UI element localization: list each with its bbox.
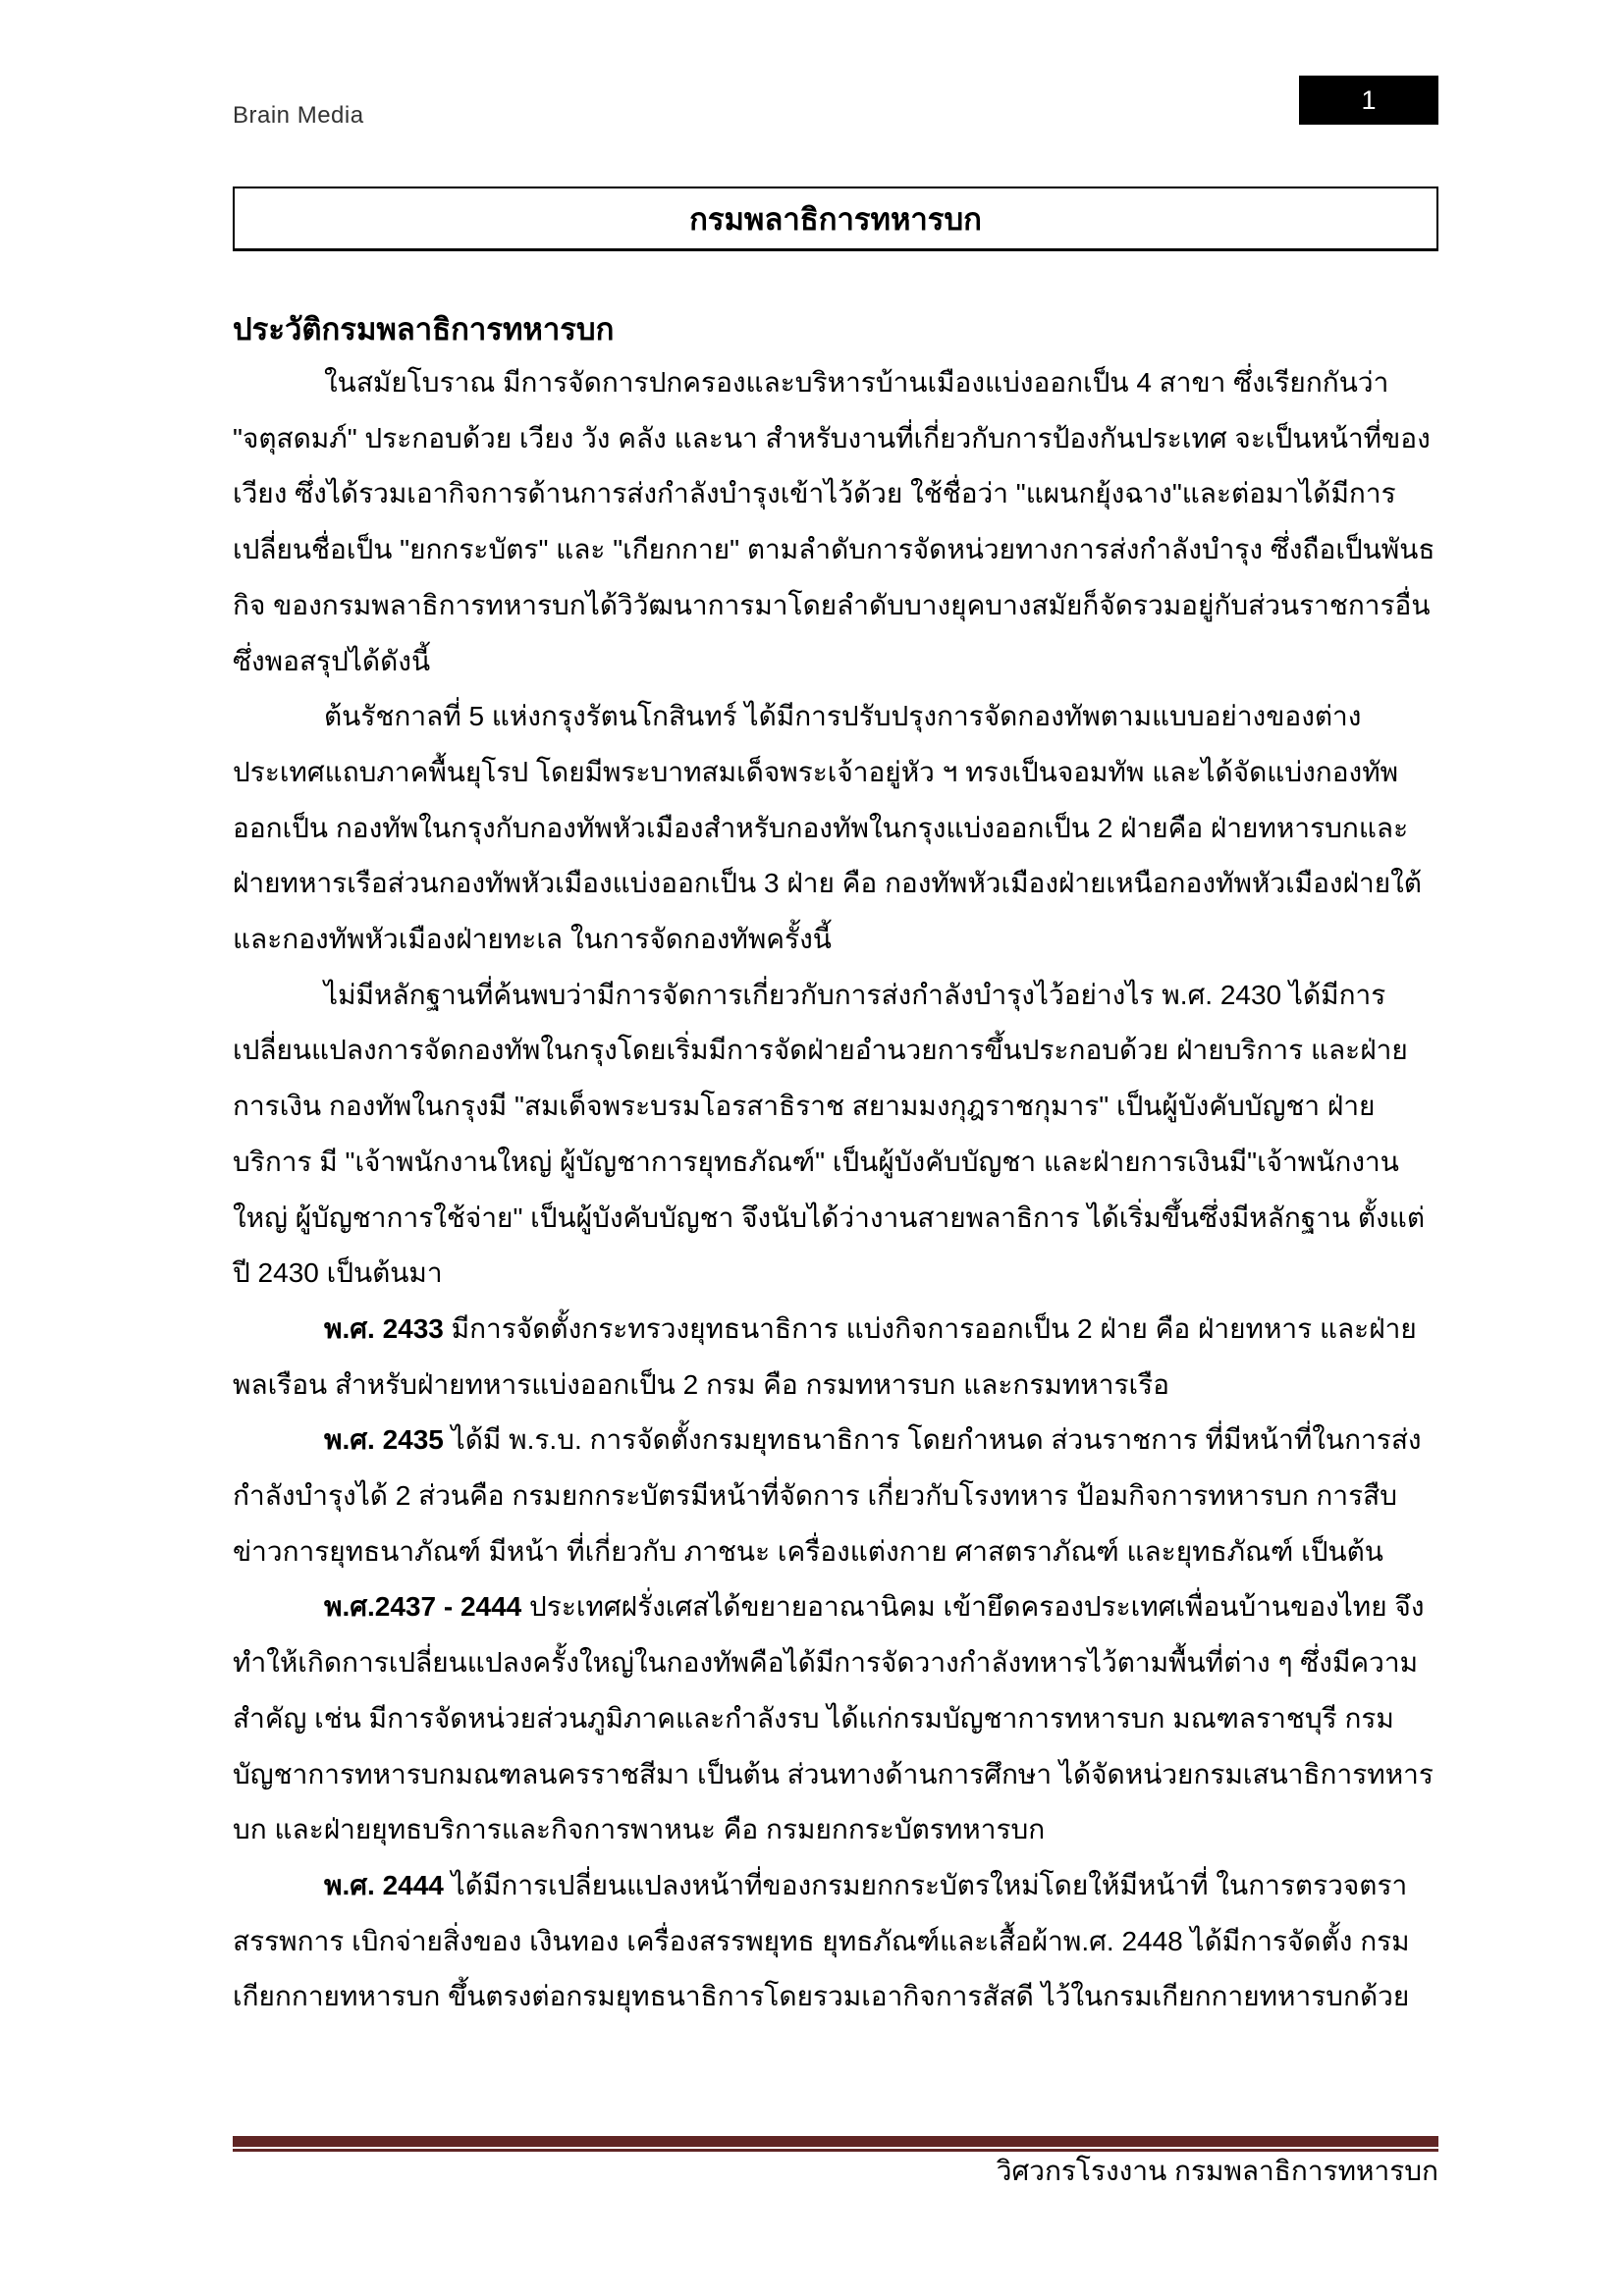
- paragraph: [233, 1302, 1438, 1413]
- section-heading: ประวัติกรมพลาธิการทหารบก: [233, 312, 615, 347]
- paragraph-lead-year: พ.ศ.2437 - 2444: [324, 1591, 522, 1623]
- paragraph: [233, 1413, 1438, 1579]
- paragraph-text: ได้มีการเปลี่ยนแปลงหน้าที่ของกรมยกกระบัตรใหม่โดยให้มีหน้าที่ ในการตรวจตรา สรรพการ เบิกจ่ายสิ่งของ เงินทอง เครื่องสรรพยุทธ ยุทธภัณฑ์และเสื้อผ้าพ.ศ. 2448 ได้มีการจัดตั้ง กรมเกียกกายทหารบก ขึ้นตรงต่อกรมยุทธนาธิการโดยรวมเอากิจการสัสดี ไว้ในกรมเกียกกายทหารบกด้วย: [233, 1869, 1410, 2012]
- paragraph: [233, 1579, 1438, 1858]
- paragraph: [233, 689, 1438, 968]
- paragraph-text: ต้นรัชกาลที่ 5 แห่งกรุงรัตนโกสินทร์ ได้มีการปรับปรุงการจัดกองทัพตามแบบอย่างของต่างประเทศแถบภาคพื้นยุโรป โดยมีพระบาทสมเด็จพระเจ้าอยู่หัว ฯ ทรงเป็นจอมทัพ และได้จัดแบ่งกองทัพออกเป็น กองทัพในกรุงกับกองทัพหัวเมืองสำหรับกองทัพในกรุงแบ่งออกเป็น 2 ฝ่ายคือ ฝ่ายทหารบกและฝ่ายทหารเรือส่วนกองทัพหัวเมืองแบ่งออกเป็น 3 ฝ่าย คือ กองทัพหัวเมืองฝ่ายเหนือกองทัพหัวเมืองฝ่ายใต้ และกองทัพหัวเมืองฝ่ายทะเล ในการจัดกองทัพครั้งนี้: [233, 701, 1422, 955]
- paragraph: [233, 968, 1438, 1302]
- paragraph-text: ได้มี พ.ร.บ. การจัดตั้งกรมยุทธนาธิการ โดยกำหนด ส่วนราชการ ที่มีหน้าที่ในการส่งกำลังบำรุงได้ 2 ส่วนคือ กรมยกกระบัตรมีหน้าที่จัดการ เกี่ยวกับโรงทหาร ป้อมกิจการทหารบก การสืบข่าวการยุทธนาภัณฑ์ มีหน้า ที่เกี่ยวกับ ภาชนะ เครื่องแต่งกาย ศาสตราภัณฑ์ และยุทธภัณฑ์ เป็นต้น: [233, 1424, 1422, 1567]
- footer-credit: วิศวกรโรงงาน กรมพลาธิการทหารบก: [996, 2156, 1438, 2186]
- paragraph-text: ไม่มีหลักฐานที่ค้นพบว่ามีการจัดการเกี่ยวกับการส่งกำลังบำรุงไว้อย่างไร พ.ศ. 2430 ได้มีการเปลี่ยนแปลงการจัดกองทัพในกรุงโดยเริ่มมีการจัดฝ่ายอำนวยการขึ้นประกอบด้วย ฝ่ายบริการ และฝ่ายการเงิน กองทัพในกรุงมี "สมเด็จพระบรมโอรสาธิราช สยามมงกุฎราชกุมาร" เป็นผู้บังคับบัญชา ฝ่ายบริการ มี "เจ้าพนักงานใหญ่ ผู้บัญชาการยุทธภัณฑ์" เป็นผู้บังคับบัญชา และฝ่ายการเงินมี"เจ้าพนักงานใหญ่ ผู้บัญชาการใช้จ่าย" เป็นผู้บังคับบัญชา จึงนับได้ว่างานสายพลาธิการ ได้เริ่มขึ้นซึ่งมีหลักฐาน ตั้งแต่ปี 2430 เป็นต้นมา: [233, 979, 1426, 1289]
- paragraph-text: ประเทศฝรั่งเศสได้ขยายอาณานิคม เข้ายึดครองประเทศเพื่อนบ้านของไทย จึงทำให้เกิดการเปลี่ยนแปลงครั้งใหญ่ในกองทัพคือได้มีการจัดวางกำลังทหารไว้ตามพื้นที่ต่าง ๆ ซึ่งมีความสำคัญ เช่น มีการจัดหน่วยส่วนภูมิภาคและกำลังรบ ได้แก่กรมบัญชาการทหารบก มณฑลราชบุรี กรมบัญชาการทหารบกมณฑลนครราชสีมา เป็นต้น ส่วนทางด้านการศึกษา ได้จัดหน่วยกรมเสนาธิการทหารบก และฝ่ายยุทธบริการและกิจการพาหนะ คือ กรมยกกระบัตรทหารบก: [233, 1591, 1434, 1845]
- paragraph-lead-year: พ.ศ. 2435: [324, 1424, 444, 1456]
- brand-text: Brain Media: [233, 102, 364, 129]
- page-number: 1: [1361, 84, 1377, 115]
- document-title: กรมพลาธิการทหารบก: [689, 201, 982, 237]
- paragraph: [233, 355, 1438, 689]
- paragraph-text: มีการจัดตั้งกระทรวงยุทธนาธิการ แบ่งกิจการออกเป็น 2 ฝ่าย คือ ฝ่ายทหาร และฝ่ายพลเรือน สำหรับฝ่ายทหารแบ่งออกเป็น 2 กรม คือ กรมทหารบก และกรมทหารเรือ: [233, 1312, 1417, 1400]
- footer-rule-thick-line: [233, 2136, 1438, 2147]
- page-number-badge: [1299, 76, 1438, 125]
- paragraph-text: ในสมัยโบราณ มีการจัดการปกครองและบริหารบ้านเมืองแบ่งออกเป็น 4 สาขา ซึ่งเรียกกันว่า "จตุสดมภ์" ประกอบด้วย เวียง วัง คลัง และนา สำหรับงานที่เกี่ยวกับการป้องกันประเทศ จะเป็นหน้าที่ของ เวียง ซึ่งได้รวมเอากิจการด้านการส่งกำลังบำรุงเข้าไว้ด้วย ใช้ชื่อว่า "แผนกยุ้งฉาง"และต่อมาได้มีการเปลี่ยนชื่อเป็น "ยกกระบัตร" และ "เกียกกาย" ตามลำดับการจัดหน่วยทางการส่งกำลังบำรุง ซึ่งถือเป็นพันธกิจ ของกรมพลาธิการทหารบกได้วิวัฒนาการมาโดยลำดับบางยุคบางสมัยก็จัดรวมอยู่กับส่วนราชการอื่น ซึ่งพอสรุปได้ดังนี้: [233, 367, 1435, 676]
- paragraph-lead-year: พ.ศ. 2444: [324, 1869, 444, 1900]
- paragraph: [233, 1858, 1438, 2025]
- title-box: [233, 187, 1438, 251]
- paragraph-lead-year: พ.ศ. 2433: [324, 1312, 444, 1344]
- body-paragraphs: [233, 355, 1438, 2122]
- footer-rule: [233, 2136, 1438, 2152]
